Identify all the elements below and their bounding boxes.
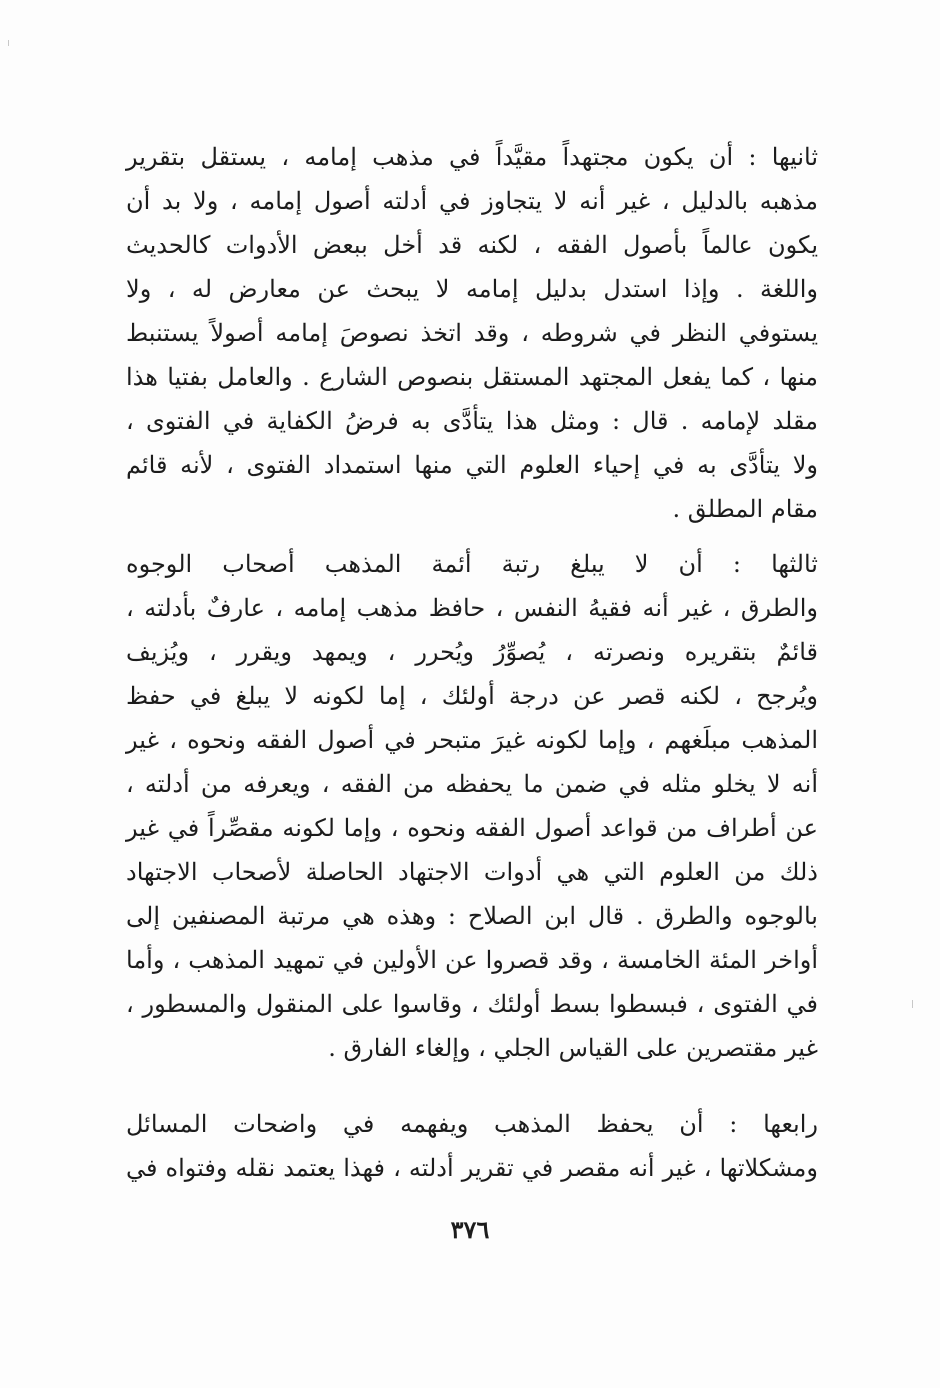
text-line: والطرق ، غير أنه فقيهُ النفس ، حافظ مذهب إمامه ، عارفٌ بأدلته ،	[126, 594, 818, 622]
text-line: غير مقتصرين على القياس الجلي ، وإلغاء الفارق .	[328, 1034, 818, 1062]
paragraph-third-rank	[126, 542, 818, 1070]
text-line: يستوفي النظر في شروطه ، وقد اتخذ نصوصَ إمامه أصولاً يستنبط	[126, 319, 818, 347]
margin-mark	[912, 1000, 913, 1008]
text-line: منها ، كما يفعل المجتهد المستقل بنصوص الشارع . والعامل بفتيا هذا	[126, 363, 818, 391]
text-line: ويُرجح ، لكنه قصر عن درجة أولئك ، إما لكونه لا يبلغ في حفظ	[126, 682, 818, 710]
text-line: ومشكلاتها ، غير أنه مقصر في تقرير أدلته ، فهذا يعتمد نقله وفتواه في	[126, 1154, 818, 1182]
text-line: رابعها : أن يحفظ المذهب ويفهمه في واضحات المسائل	[126, 1110, 818, 1138]
text-line: مذهبه بالدليل ، غير أنه لا يتجاوز في أدلته أصول إمامه ، ولا بد أن	[126, 187, 818, 215]
text-line: المذهب مبلَغهم ، وإما لكونه غيرَ متبحر في أصول الفقه ونحوه ، غير	[126, 726, 818, 754]
margin-mark	[8, 40, 9, 46]
text-line: ولا يتأدَّى به في إحياء العلوم التي منها استمداد الفتوى ، لأنه قائم	[126, 451, 818, 479]
text-line: واللغة . وإذا استدل بدليل إمامه لا يبحث عن معارض له ، ولا	[126, 275, 818, 303]
text-line: قائمٌ بتقريره ونصرته ، يُصوِّرُ ويُحرر ، ويمهد ويقرر ، ويُزيف	[126, 638, 818, 666]
text-line: عن أطراف من قواعد أصول الفقه ونحوه ، وإما لكونه مقصِّراً في غير	[126, 814, 818, 842]
text-line: ثالثها : أن لا يبلغ رتبة أئمة المذهب أصحاب الوجوه	[126, 550, 818, 578]
paragraph-fourth-rank	[126, 1102, 818, 1190]
text-line: ثانيها : أن يكون مجتهداً مقيَّداً في مذهب إمامه ، يستقل بتقرير	[126, 143, 818, 171]
text-line: مقلد لإمامه . قال : ومثل هذا يتأدَّى به فرضُ الكفاية في الفتوى ،	[126, 407, 818, 435]
text-line: يكون عالماً بأصول الفقه ، لكنه قد أخل ببعض الأدوات كالحديث	[126, 231, 818, 259]
text-line: ذلك من العلوم التي هي أدوات الاجتهاد الحاصلة لأصحاب الاجتهاد	[126, 858, 818, 886]
text-line: بالوجوه والطرق . قال ابن الصلاح : وهذه هي مرتبة المصنفين إلى	[126, 902, 818, 930]
text-line: أواخر المئة الخامسة ، وقد قصروا عن الأولين في تمهيد المذهب ، وأما	[126, 946, 818, 974]
paragraph-second-rank	[126, 135, 818, 531]
page-number: ٣٧٦	[450, 1215, 490, 1244]
text-line: أنه لا يخلو مثله في ضمن ما يحفظه من الفقه ، ويعرفه من أدلته ،	[126, 770, 818, 798]
text-line: مقام المطلق .	[672, 495, 818, 523]
text-line: في الفتوى ، فبسطوا بسط أولئك ، وقاسوا على المنقول والمسطور ،	[126, 990, 818, 1018]
